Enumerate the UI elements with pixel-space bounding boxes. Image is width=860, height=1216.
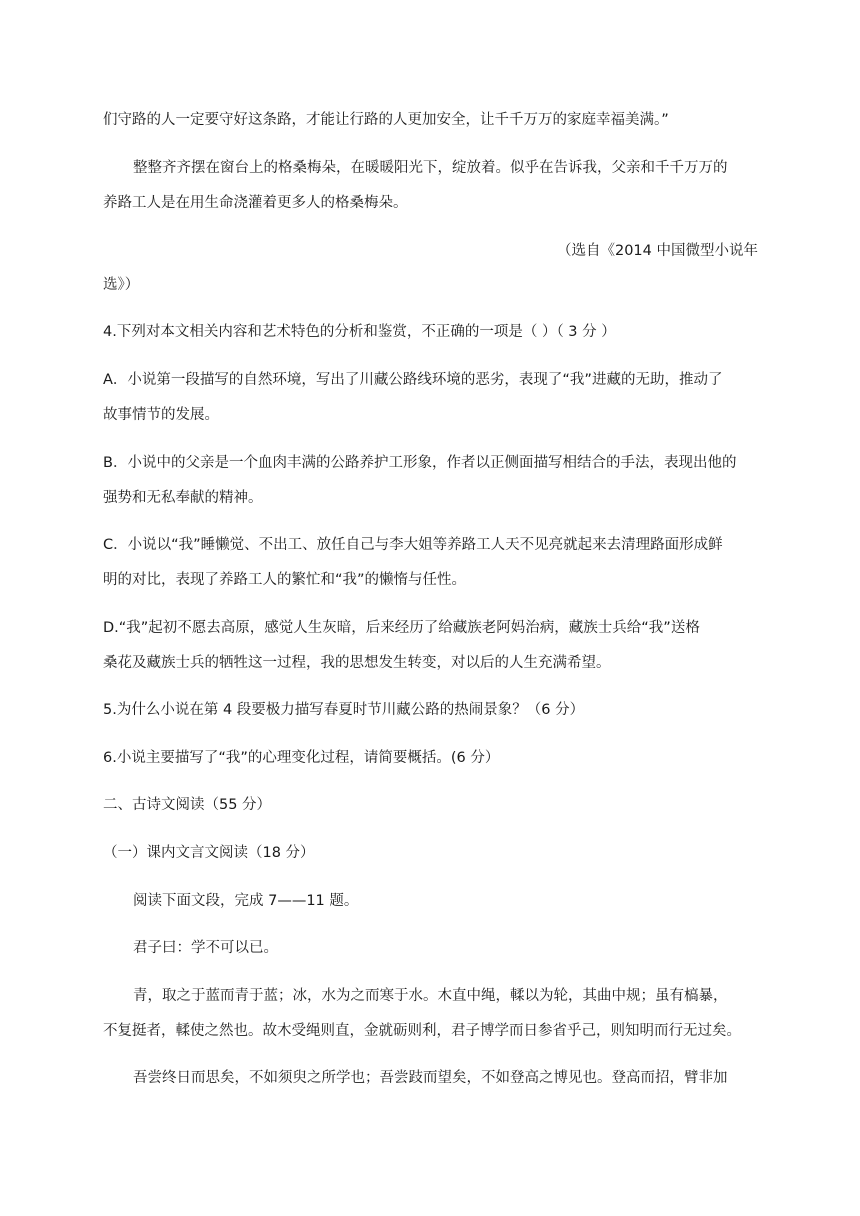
passage-line: 吾尝终日而思矣，不如须臾之所学也；吾尝跂而望矣，不如登高之博见也。登高而招，臂非加 [133,1070,728,1086]
instruction: 阅读下面文段，完成 7——11 题。 [133,893,359,909]
option-a-cont: 故事情节的发展。 [103,407,219,423]
option-c: C．小说以“我”睡懒觉、不出工、放任自己与李大姐等养路工人天不见亮就起来去清理路面形成鲜 [103,537,723,553]
option-b: B．小说中的父亲是一个血肉丰满的公路养护工形象，作者以正侧面描写相结合的手法，表现出他的 [103,455,737,471]
passage-line: 青，取之于蓝而青于蓝；冰，水为之而寒于水。木直中绳，輮以为轮，其曲中规；虽有槁暴， [133,988,728,1004]
option-d-cont: 桑花及藏族士兵的牺牲这一过程，我的思想发生转变，对以后的人生充满希望。 [103,655,611,671]
passage-line: 君子曰：学不可以已。 [133,940,278,956]
subsection-heading: （一）课内文言文阅读（18 分） [103,845,315,861]
option-c-cont: 明的对比，表现了养路工人的繁忙和“我”的懒惰与任性。 [103,572,467,588]
text-line: 们守路的人一定要守好这条路，才能让行路的人更加安全，让千千万万的家庭幸福美满。” [103,112,669,128]
option-b-cont: 强势和无私奉献的精神。 [103,490,263,506]
passage-line: 不复挺者，輮使之然也。故木受绳则直，金就砺则利，君子博学而日参省乎己，则知明而行无过矣。 [103,1023,741,1039]
option-a: A．小说第一段描写的自然环境，写出了川藏公路线环境的恶劣，表现了“我”进藏的无助，推动了 [103,372,723,388]
question-4: 4.下列对本文相关内容和艺术特色的分析和鉴赏，不正确的一项是（ ）（ 3 分 ） [103,324,616,340]
source-citation: （选自《2014 中国微型小说年 [556,243,758,259]
section-heading: 二、古诗文阅读（55 分） [103,797,272,813]
source-citation-end: 选》） [103,277,140,293]
question-6: 6.小说主要描写了“我”的心理变化过程，请简要概括。(6 分） [103,750,500,766]
text-line: 养路工人是在用生命浇灌着更多人的格桑梅朵。 [103,195,408,211]
option-d: D.“我”起初不愿去高原，感觉人生灰暗，后来经历了给藏族老阿妈治病，藏族士兵给“我”送格 [103,620,700,636]
text-line: 整整齐齐摆在窗台上的格桑梅朵，在暖暖阳光下，绽放着。似乎在告诉我，父亲和千千万万的 [133,160,728,176]
question-5: 5.为什么小说在第 4 段要极力描写春夏时节川藏公路的热闹景象？（6 分） [103,702,585,718]
